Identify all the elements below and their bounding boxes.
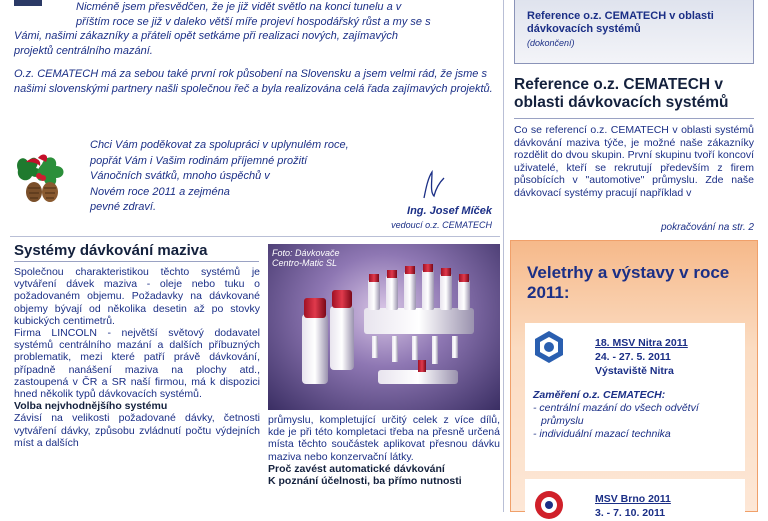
- event-focus-item: průmyslu: [541, 415, 584, 427]
- signature-role: vedoucí o.z. CEMATECH: [391, 220, 492, 230]
- event-name-link[interactable]: 18. MSV Nitra 2011: [595, 337, 688, 349]
- intro-line-1: Nicméně jsem přesvědčen, že je již vidět světlo na konci tunelu a v: [76, 1, 402, 13]
- signature-icon: [418, 168, 448, 202]
- article-subheading: Volba nejvhodnějšího systému: [14, 400, 168, 413]
- greeting-line-3: Vánočních svátků, mnoho úspěchů v: [90, 170, 270, 182]
- article-paragraph: K poznání účelnosti, ba přímo nutnosti: [268, 475, 462, 488]
- christmas-greeting: [90, 138, 390, 216]
- photo-caption-line-1: Foto: Dávkovače: [272, 248, 340, 258]
- article-column-1: [14, 266, 260, 449]
- event-focus-label: Zaměření o.z. CEMATECH:: [533, 389, 666, 401]
- reference-teaser-title: Reference o.z. CEMATECH v oblasti dávkovacích systémů: [527, 10, 714, 35]
- article-paragraph: Společnou charakteristikou těchto systémů je vytváření dávek maziva - oleje nebo tuku o požadovaném objemu. Požadavky na dávkované objemy bývají od několika desetin až po stovky kubických centimetrů.: [14, 266, 260, 327]
- article-paragraph: Závisí na velikosti požadované dávky, četnosti vytváření dávky, způsobu zvládnutí počtu výdejních míst a dalších: [14, 412, 260, 449]
- article-subheading: Proč zavést automatické dávkování: [268, 462, 445, 475]
- event-focus-item: - individuální mazací technika: [533, 428, 671, 440]
- event-card-brno: [525, 479, 745, 519]
- greeting-line-1: Chci Vám poděkovat za spolupráci v uplynulém roce,: [90, 139, 349, 151]
- event-date: 24. - 27. 5. 2011: [595, 351, 671, 363]
- event-date: 3. - 7. 10. 2011: [595, 507, 666, 519]
- article-paragraph: průmyslu, kompletující určitý celek z více dílů, kde je při této kompletaci třeba na přesně určená místa těchto součástek aplikovat přesnou dávku maziva nebo konzervační látky.: [268, 414, 500, 463]
- msv-brno-logo-icon: [531, 485, 567, 521]
- greeting-line-4: Novém roce 2011 a zejména: [90, 185, 230, 198]
- event-card-nitra: [525, 323, 745, 471]
- article-column-2: [268, 414, 500, 487]
- reference-teaser-box[interactable]: [514, 0, 754, 64]
- dispenser-photo-icon: [268, 244, 500, 410]
- product-photo: [268, 244, 500, 410]
- references-rule: [514, 118, 754, 119]
- references-continued-link[interactable]: pokračování na str. 2: [660, 222, 754, 233]
- signature-name: Ing. Josef Míček: [407, 205, 492, 217]
- event-place: Výstaviště Nitra: [595, 365, 674, 377]
- event-focus-item: - centrální mazání do všech odvětví: [533, 402, 699, 414]
- section-divider: [10, 236, 500, 237]
- reference-teaser-subtitle: (dokončení): [527, 38, 575, 48]
- references-text: Co se referencí o.z. CEMATECH v oblasti systémů dávkování maziva týče, je možné naše zákazníky rozdělit do dvou skupin. První skupinu tvoří koncoví uživatelé, kteří se rekrutují především z firem působících v "automotive" průmyslu. Zde naše dávkovací systémy pracují například v: [514, 124, 754, 199]
- references-heading: Reference o.z. CEMATECH v oblasti dávkovacích systémů: [514, 76, 729, 111]
- greeting-line-5: pevné zdraví.: [90, 201, 157, 213]
- article-rule: [14, 261, 259, 262]
- event-name-link[interactable]: MSV Brno 2011: [595, 493, 671, 505]
- holly-icon: [12, 140, 68, 210]
- msv-nitra-logo-icon: [531, 329, 567, 365]
- greeting-line-2: popřát Vám i Vašim rodinám příjemné prožití: [90, 154, 308, 167]
- photo-caption: [272, 248, 340, 268]
- photo-caption-line-2: Centro-Matic SL: [272, 258, 338, 268]
- fairs-heading: Veletrhy a výstavy v roce 2011:: [527, 263, 730, 302]
- intro-paragraph-2: O.z. CEMATECH má za sebou také první rok působení na Slovensku a jsem velmi rád, že jsme s našimi slovenskými partnery našli společnou řeč a byla realizována celá řada zajímavých projektů.: [14, 68, 493, 95]
- intro-line-2: příštím roce se již v daleko větší míře projeví hospodářský růst a my se s: [76, 15, 431, 28]
- fairs-panel: [510, 240, 758, 519]
- intro-line-3: Vámi, našimi zákazníky a přáteli opět setkáme při realizaci nových, zajímavých: [14, 30, 398, 42]
- event-focus: [533, 389, 743, 441]
- intro-text: [14, 0, 494, 105]
- article-paragraph: Firma LINCOLN - největší světový dodavatel systémů centrálního mazání a dalších příbuzných problematik, mezi které patří právě dávkování, případně nanášení maziva na plochy atd., zastoupená v ČR a SR naší firmou, má k dispozici hned několik typů dávkovacích systémů.: [14, 327, 260, 401]
- intro-line-4: projektů centrálního mazání.: [14, 44, 153, 57]
- article-title: Systémy dávkování maziva: [14, 242, 208, 259]
- column-divider: [503, 0, 504, 512]
